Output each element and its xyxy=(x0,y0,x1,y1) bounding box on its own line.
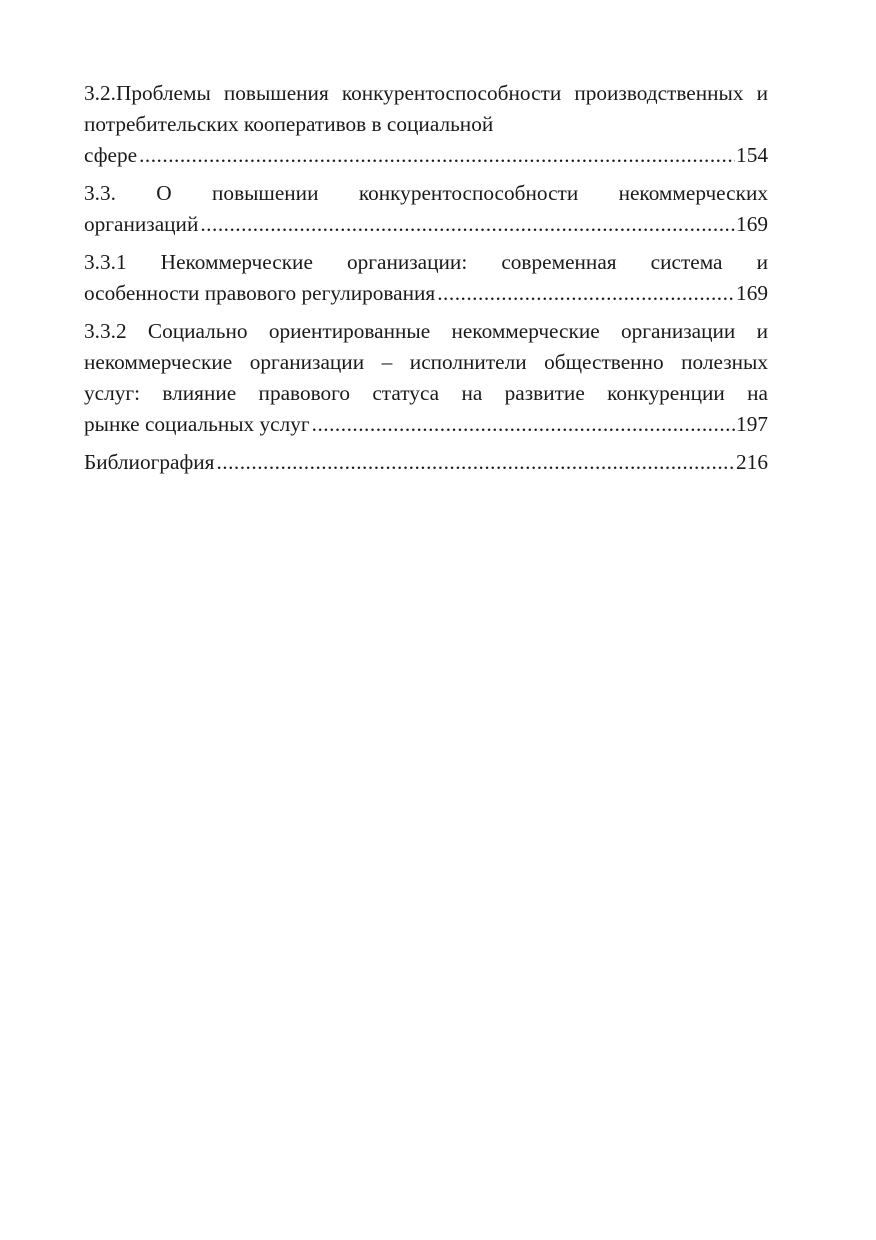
toc-entry-3-3-1[interactable] xyxy=(84,247,768,309)
toc-page-number: 169 xyxy=(736,281,768,305)
toc-entry-last-line xyxy=(84,447,768,478)
toc-entry-3-3[interactable] xyxy=(84,178,768,240)
dot-leader xyxy=(312,409,735,440)
toc-entry-3-2[interactable] xyxy=(84,78,768,171)
dot-leader xyxy=(437,278,735,309)
toc-entry-last-line xyxy=(84,209,768,240)
toc-entry-title: 3.2.Проблемы повышения конкурентоспособности производственных и потребительских кооперативов в социальной xyxy=(84,81,768,136)
toc-page-number: 216 xyxy=(736,450,768,474)
toc-page-number: 154 xyxy=(736,143,768,167)
toc-entry-last-line xyxy=(84,409,768,440)
dot-leader xyxy=(216,447,735,478)
dot-leader xyxy=(139,140,735,171)
toc-entry-bibliography[interactable] xyxy=(84,447,768,478)
toc-entry-title-end: Библиография xyxy=(84,450,215,474)
toc-entry-title: 3.3.1 Некоммерческие организации: современная система и xyxy=(84,250,768,274)
toc-entry-title: 3.3.2 Социально ориентированные некоммерческие организации и некоммерческие организации – исполнители общественно полезных услуг: влияние правового статуса на развитие конкуренции на xyxy=(84,319,768,405)
toc-page-number: 169 xyxy=(736,212,768,236)
toc-entry-title-end: особенности правового регулирования xyxy=(84,281,436,305)
toc-entry-last-line xyxy=(84,278,768,309)
toc-entry-last-line xyxy=(84,140,768,171)
toc-entry-title-end: рынке социальных услуг xyxy=(84,412,310,436)
toc-page-number: 197 xyxy=(736,412,768,436)
table-of-contents xyxy=(84,78,768,485)
dot-leader xyxy=(200,209,735,240)
toc-entry-title-end: организаций xyxy=(84,212,199,236)
toc-entry-title: 3.3. О повышении конкурентоспособности некоммерческих xyxy=(84,181,768,205)
toc-entry-3-3-2[interactable] xyxy=(84,316,768,440)
toc-entry-title-end: сфере xyxy=(84,143,138,167)
